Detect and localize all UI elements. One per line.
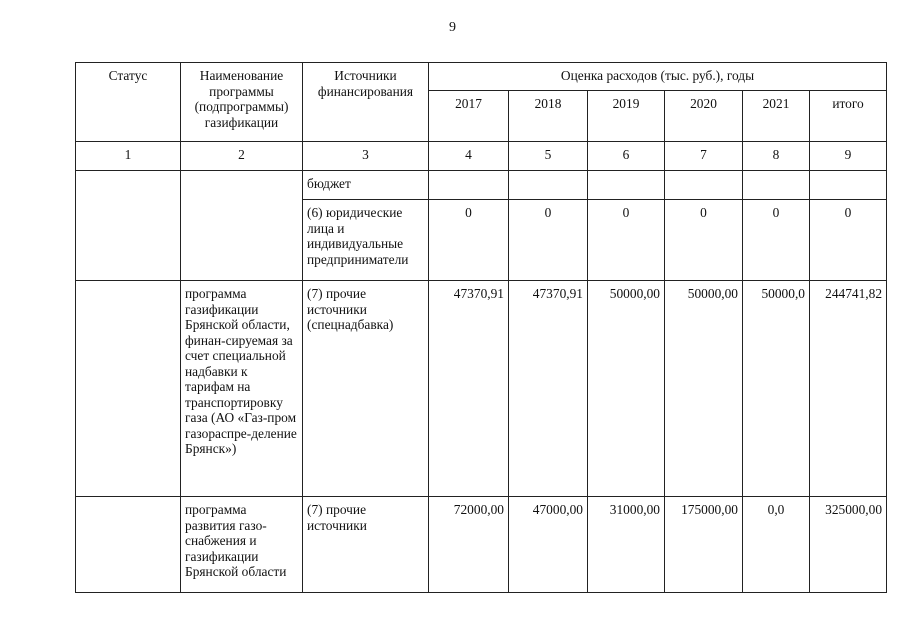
value-cell: 0 <box>810 200 887 281</box>
header-total: итого <box>810 91 887 142</box>
status-cell <box>76 497 181 593</box>
value-cell: 0 <box>743 200 810 281</box>
table-row <box>76 171 887 200</box>
column-number: 8 <box>743 142 810 171</box>
column-number: 1 <box>76 142 181 171</box>
column-number: 3 <box>303 142 429 171</box>
value-cell <box>743 171 810 200</box>
value-cell <box>810 171 887 200</box>
header-year: 2021 <box>743 91 810 142</box>
source-cell: бюджет <box>303 171 429 200</box>
source-cell: (7) прочие источники (спецнадбавка) <box>303 281 429 497</box>
header-year: 2020 <box>665 91 743 142</box>
table-row <box>76 281 887 497</box>
value-cell: 0 <box>588 200 665 281</box>
program-cell: программа развития газо-снабжения и газификации Брянской области <box>181 497 303 593</box>
value-cell: 72000,00 <box>429 497 509 593</box>
header-sources: Источники финансирования <box>303 63 429 142</box>
source-cell: (7) прочие источники <box>303 497 429 593</box>
column-number: 2 <box>181 142 303 171</box>
value-cell: 0 <box>665 200 743 281</box>
column-number: 5 <box>509 142 588 171</box>
status-cell <box>76 171 181 281</box>
table-row <box>76 497 887 593</box>
value-cell: 0 <box>429 200 509 281</box>
program-cell <box>181 171 303 281</box>
value-cell <box>588 171 665 200</box>
value-cell <box>665 171 743 200</box>
header-cost-estimate: Оценка расходов (тыс. руб.), годы <box>429 63 887 91</box>
value-cell: 0,0 <box>743 497 810 593</box>
value-cell: 0 <box>509 200 588 281</box>
header-year: 2019 <box>588 91 665 142</box>
value-cell: 31000,00 <box>588 497 665 593</box>
page-number: 9 <box>449 20 456 35</box>
header-program-name: Наименование программы (подпрограммы) газификации <box>181 63 303 142</box>
status-cell <box>76 281 181 497</box>
value-cell: 175000,00 <box>665 497 743 593</box>
source-cell: (6) юридические лица и индивидуальные предприниматели <box>303 200 429 281</box>
program-cell: программа газификации Брянской области, финан-сируемая за счет специальной надбавки к тарифам на транспортировку газа (АО «Газ-пром газораспре-деление Брянск») <box>181 281 303 497</box>
column-numbers-row <box>76 142 887 171</box>
column-number: 7 <box>665 142 743 171</box>
column-number: 6 <box>588 142 665 171</box>
header-status: Статус <box>76 63 181 142</box>
value-cell: 50000,00 <box>665 281 743 497</box>
column-number: 4 <box>429 142 509 171</box>
value-cell <box>429 171 509 200</box>
value-cell: 50000,00 <box>588 281 665 497</box>
value-cell: 50000,0 <box>743 281 810 497</box>
header-year: 2017 <box>429 91 509 142</box>
column-number: 9 <box>810 142 887 171</box>
header-row <box>76 63 887 91</box>
header-year: 2018 <box>509 91 588 142</box>
value-cell: 244741,82 <box>810 281 887 497</box>
value-cell: 325000,00 <box>810 497 887 593</box>
budget-table <box>75 62 887 593</box>
value-cell: 47370,91 <box>509 281 588 497</box>
value-cell <box>509 171 588 200</box>
value-cell: 47000,00 <box>509 497 588 593</box>
value-cell: 47370,91 <box>429 281 509 497</box>
